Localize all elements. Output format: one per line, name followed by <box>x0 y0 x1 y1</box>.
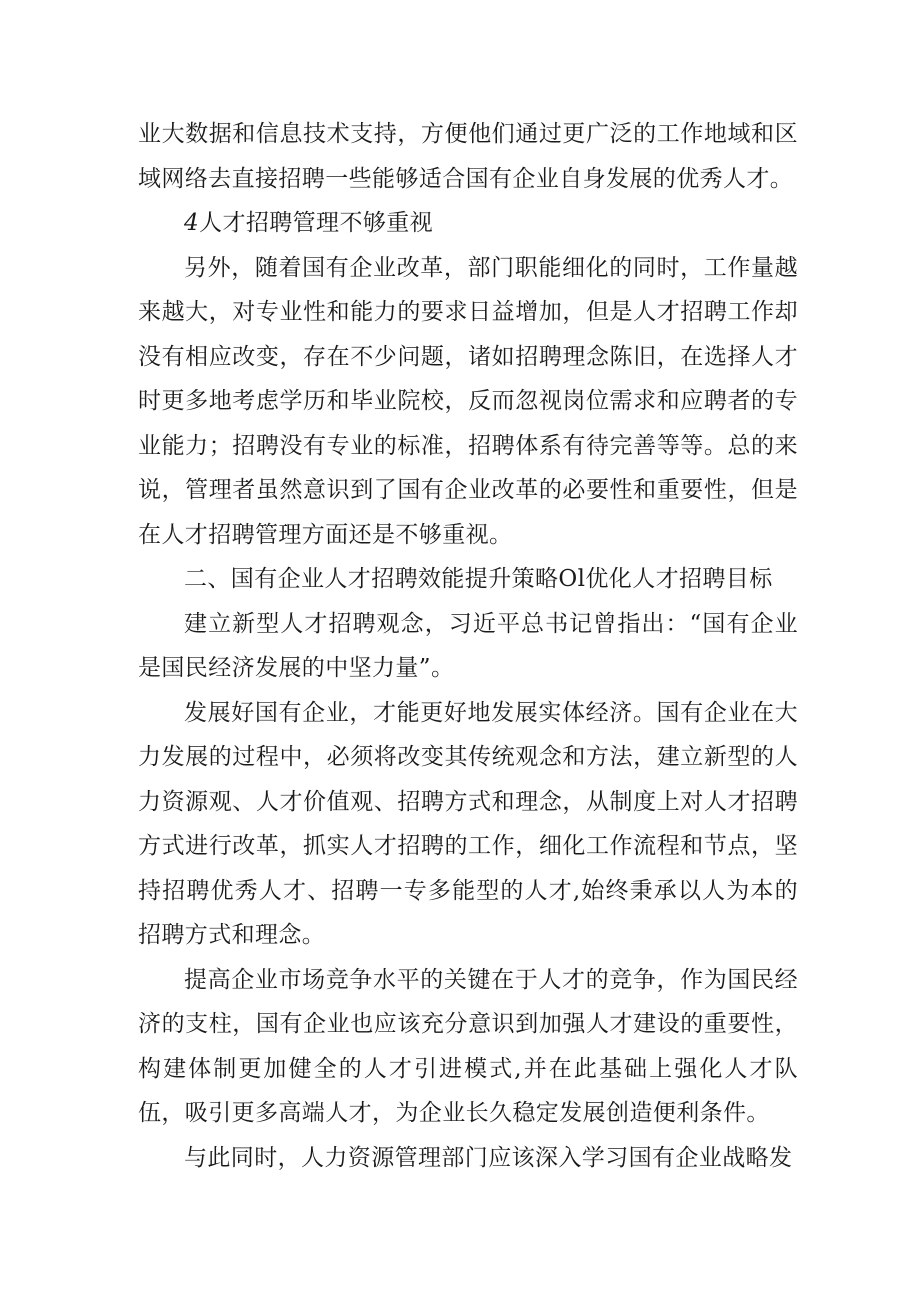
paragraph-new-concept: 建立新型人才招聘观念，习近平总书记曾指出：“国有企业是国民经济发展的中坚力量”。 <box>138 610 798 681</box>
paragraph-develop-soe: 发展好国有企业，才能更好地发展实体经济。国有企业在大力发展的过程中，必须将改变其传统观念和方法，建立新型的人力资源观、人才价值观、招聘方式和理念，从制度上对人才招聘方式进行改革，抓实人才招聘的工作，细化工作流程和节点，坚持招聘优秀人才、招聘一专多能型的人才,始终秉承以人为本的招聘方式和理念。 <box>138 699 798 948</box>
paragraph-recruitment-issues: 另外，随着国有企业改革，部门职能细化的同时，工作量越来越大，对专业性和能力的要求日益增加，但是人才招聘工作却没有相应改变，存在不少问题，诸如招聘理念陈旧，在选择人才时更多地考虑学历和毕业院校，反而忽视岗位需求和应聘者的专业能力；招聘没有专业的标准，招聘体系有待完善等等。总的来说，管理者虽然意识到了国有企业改革的必要性和重要性，但是在人才招聘管理方面还是不够重视。 <box>138 254 798 548</box>
paragraph-competition: 提高企业市场竞争水平的关键在于人才的竞争，作为国民经济的支柱，国有企业也应该充分意识到加强人才建设的重要性，构建体制更加健全的人才引进模式,并在此基础上强化人才队伍，吸引更多高端人才，为企业长久稳定发展创造便利条件。 <box>138 966 798 1126</box>
paragraph-hr-department: 与此同时，人力资源管理部门应该深入学习国有企业战略发 <box>184 1144 793 1171</box>
document-page <box>138 112 798 1180</box>
section-number: 4 <box>184 210 200 236</box>
section-heading-text: 人才招聘管理不够重视 <box>199 210 434 236</box>
section-heading-4 <box>138 201 798 246</box>
section-heading-strategies: 二、国有企业人才招聘效能提升策略Ol优化人才招聘目标 <box>184 566 773 592</box>
paragraph-continuation: 业大数据和信息技术支持，方便他们通过更广泛的工作地域和区域网络去直接招聘一些能够适合国有企业自身发展的优秀人才。 <box>138 121 798 192</box>
